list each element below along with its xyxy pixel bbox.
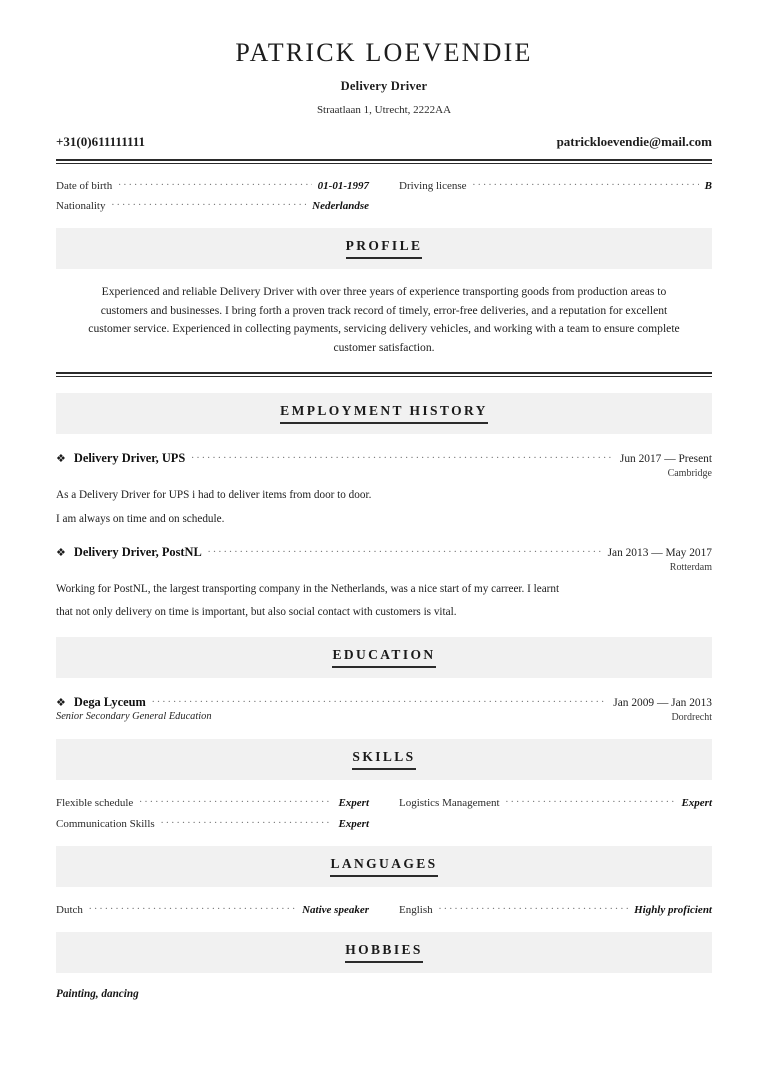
hobbies-text: Painting, dancing	[56, 988, 139, 1001]
detail-row-date-of-birth	[56, 178, 369, 192]
employment-entry-dates: Jun 2017 — Present	[619, 453, 712, 466]
section-band-languages	[56, 846, 712, 887]
dot-leader	[439, 902, 628, 913]
dot-leader	[152, 695, 607, 706]
skill-item	[56, 795, 369, 809]
skill-level: Expert	[338, 797, 369, 810]
employment-entry-description-line: Working for PostNL, the largest transporting company in the Netherlands, was a nice start of my carreer. I learnt	[56, 582, 560, 595]
profile-text: Experienced and reliable Delivery Driver with over three years of experience transporting goods from production areas to customers and businesses. I bring forth a proven track record of timely, error-free deliveries, and a reputation for excellent customer service. Experienced in collecting payments, servicing delivery vehicles, and working with a team to ensure complete customer satisfaction.	[88, 284, 680, 355]
employment-entry-description-line: that not only delivery on time is important, but also social contact with customers is vital.	[56, 606, 457, 619]
employment-entry-location: Rotterdam	[669, 561, 712, 573]
detail-row-empty	[399, 198, 712, 212]
detail-value: 01-01-1997	[317, 179, 369, 192]
detail-row-driving-license	[399, 178, 712, 192]
dot-leader	[118, 178, 311, 189]
education-entry-subtitle: Senior Secondary General Education	[56, 711, 212, 723]
contact-email[interactable]: patrickloevendie@mail.com	[556, 133, 712, 149]
candidate-name: PATRICK LOEVENDIE	[235, 38, 533, 67]
section-title-hobbies: HOBBIES	[345, 942, 423, 963]
skill-item	[399, 795, 712, 809]
language-level: Highly proficient	[634, 904, 712, 917]
section-band-skills	[56, 739, 712, 780]
language-item	[56, 902, 369, 916]
employment-entry-description	[56, 487, 712, 528]
contact-phone[interactable]: +31(0)611111111	[56, 133, 146, 149]
dot-leader	[112, 198, 307, 209]
skill-label: Logistics Management	[399, 797, 500, 810]
header-divider	[56, 159, 712, 164]
employment-entry-head	[56, 451, 712, 466]
dot-leader	[208, 545, 602, 556]
candidate-job-title: Delivery Driver	[340, 78, 428, 93]
employment-entry-description	[56, 581, 712, 622]
dot-leader	[139, 795, 332, 806]
language-label: Dutch	[56, 904, 83, 917]
section-band-profile	[56, 228, 712, 269]
clover-bullet-icon: ❖	[56, 453, 66, 466]
language-item	[399, 902, 712, 916]
detail-row-nationality	[56, 198, 369, 212]
dot-leader	[506, 795, 676, 806]
detail-value: Nederlandse	[312, 199, 369, 212]
detail-value: B	[704, 179, 712, 192]
resume-header	[56, 0, 712, 116]
detail-label: Nationality	[56, 199, 106, 212]
dot-leader	[473, 178, 699, 189]
employment-entry-location: Cambridge	[667, 468, 712, 480]
section-band-education	[56, 637, 712, 678]
employment-entry-description-line: I am always on time and on schedule.	[56, 512, 225, 525]
employment-entry-title: Delivery Driver, PostNL	[73, 544, 202, 559]
skill-level: Expert	[338, 818, 369, 831]
language-label: English	[399, 904, 433, 917]
employment-entry-title: Delivery Driver, UPS	[73, 451, 186, 466]
languages-grid	[56, 902, 712, 916]
language-level: Native speaker	[302, 904, 369, 917]
section-title-education: EDUCATION	[332, 647, 435, 668]
dot-leader	[161, 816, 333, 827]
contact-row	[56, 134, 712, 150]
employment-entry-head	[56, 545, 712, 560]
section-title-profile: PROFILE	[346, 238, 423, 259]
education-entry-dates: Jan 2009 — Jan 2013	[613, 697, 712, 710]
section-title-employment: EMPLOYMENT HISTORY	[280, 403, 488, 424]
section-band-hobbies	[56, 932, 712, 973]
personal-details-grid	[56, 178, 712, 212]
skill-item	[56, 816, 369, 830]
skills-grid	[56, 795, 712, 830]
employment-entry	[56, 545, 712, 622]
education-entry-location: Dordrecht	[671, 712, 712, 724]
employment-entry-dates: Jan 2013 — May 2017	[607, 546, 712, 559]
dot-leader	[89, 902, 296, 913]
dot-leader	[191, 451, 614, 462]
skill-item-empty	[399, 816, 712, 830]
detail-label: Date of birth	[56, 179, 113, 192]
section-band-employment	[56, 393, 712, 434]
clover-bullet-icon: ❖	[56, 546, 66, 559]
skill-label: Flexible schedule	[56, 797, 134, 810]
education-entry-title: Dega Lyceum	[73, 695, 146, 710]
employment-entry-description-line: As a Delivery Driver for UPS i had to deliver items from door to door.	[56, 489, 372, 502]
education-entry-meta	[56, 710, 712, 723]
detail-label: Driving license	[399, 179, 467, 192]
skill-level: Expert	[681, 797, 712, 810]
section-title-languages: LANGUAGES	[330, 856, 437, 877]
education-entry-head	[56, 695, 712, 710]
clover-bullet-icon: ❖	[56, 697, 66, 710]
candidate-address: Straatlaan 1, Utrecht, 2222AA	[316, 103, 452, 116]
profile-divider	[56, 372, 712, 377]
education-entry	[56, 695, 712, 723]
employment-entry	[56, 451, 712, 528]
section-title-skills: SKILLS	[352, 749, 415, 770]
skill-label: Communication Skills	[56, 818, 155, 831]
